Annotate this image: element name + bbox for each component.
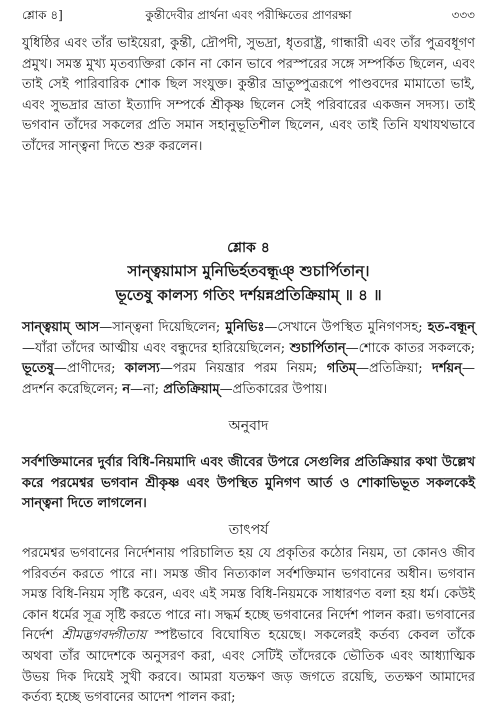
synonyms-paragraph — [22, 318, 475, 400]
synonym-word: কালস্য — [124, 361, 160, 377]
synonym-meaning: —প্রদর্শন করেছিলেন; — [22, 361, 475, 397]
intro-paragraph: যুধিষ্ঠির এবং তাঁর ভাইয়েরা, কুন্তী, দ্রৌপদী, সুভদ্রা, ধৃতরাষ্ট্র, গান্ধারী এবং তাঁর পুত্রবধূগণ প্রমুখ। সমস্ত মুখ্য মৃতব্যক্তিরা কোন না কোন ভাবে পরস্পরের সঙ্গে সম্পর্কিত ছিলেন, এবং তাই সেই পারিবারিক শোক ছিল সংযুক্ত। কুন্তীর ভ্রাতুষ্পুত্ররূপে পাণ্ডবদের মামাতো ভাই, এবং সুভদ্রার ভ্রাতা ইত্যাদি সম্পর্কে শ্রীকৃষ্ণ ছিলেন সেই পরিবারের একজন সদস্য। তাই ভগবান তাঁদের সকলের প্রতি সমান সহানুভূতিশীল ছিলেন, এবং তাই তিনি যথাযথভাবে তাঁদের সান্ত্বনা দিতে শুরু করলেন। — [22, 36, 475, 154]
synonym-meaning: —শোকে কাতর সকলকে; — [345, 340, 475, 356]
synonym-word: ন — [122, 381, 131, 397]
synonym-word: ভূতেষু — [22, 361, 54, 377]
synonym-word: সান্ত্বয়াম্ আস — [22, 320, 100, 335]
running-header — [22, 6, 475, 24]
purport-text-part-1: পরমেশ্বর ভগবানের নির্দেশনায় পরিচালিত হয় যে প্রকৃতির কঠোর নিয়ম, তা কোনও জীব পরিবর্তন করতে পারে না। সমস্ত জীব নিত্যকাল সর্বশক্তিমান ভগবানের অধীন। ভগবান সমস্ত বিধি-নিয়ম সৃষ্টি করেন, এবং এই সমস্ত বিধি-নিয়মকে সাধারণত বলা হয় ধর্ম। কেউই কোন ধর্মের সূত্র সৃষ্টি করতে পারে না। সদ্ধর্ম হচ্ছে ভগবানের নির্দেশ পালন করা। ভগবানের নির্দেশ — [22, 546, 475, 644]
synonym-meaning: —প্রাণীদের; — [53, 361, 125, 377]
purport-paragraph — [22, 544, 475, 709]
synonym-word: দর্শয়ন্ — [432, 361, 462, 377]
page-number: ৩৩৩ — [451, 8, 475, 22]
synonym-meaning: —যাঁরা তাঁদের আত্মীয় এবং বন্ধুদের হারিয়েছিলেন; — [22, 340, 290, 356]
synonym-meaning: —প্রতিক্রিয়া; — [356, 361, 433, 377]
synonym-meaning: —সান্ত্বনা দিয়েছিলেন; — [99, 320, 226, 335]
synonym-meaning: —পরম নিয়ন্ত্রার পরম নিয়ম; — [159, 361, 327, 377]
verse-line-1: সান্ত্বয়ামাস মুনিভির্হতবন্ধূঞ্ শুচার্পিতান্। — [127, 262, 370, 280]
book-title: শ্রীমদ্ভগবদ্গীতায় — [61, 628, 147, 644]
chapter-title: কুন্তীদেবীর প্রার্থনা এবং পরীক্ষিতের প্রাণরক্ষা — [145, 8, 352, 22]
synonym-word: গতিম্ — [326, 361, 357, 377]
translation-heading: অনুবাদ — [228, 418, 269, 434]
synonym-meaning: —প্রতিকারের উপায়। — [219, 381, 328, 397]
synonym-meaning: —না; — [130, 381, 164, 397]
purport-text-part-2: স্পষ্টভাবে বিঘোষিত হয়েছে। সকলেরই কর্তব্য কেবল তাঁকে অথবা তাঁর আদেশকে অনুসরণ করা, এবং সেটিই তাঁদেরকে ভৌতিক এবং আধ্যাত্মিক উভয় দিক দিয়েই সুখী করবে। আমরা যতক্ষণ জড় জগতে রয়েছি, ততক্ষণ আমাদের কর্তব্য হচ্ছে ভগবানের আদেশ পালন করা; — [22, 628, 476, 706]
purport-heading: তাৎপর্য — [228, 522, 269, 538]
synonym-word: মুনিভিঃ — [225, 320, 265, 335]
synonym-word: প্রতিক্রিয়াম্ — [163, 381, 220, 397]
synonym-word: হত-বন্ধূন্ — [427, 320, 475, 335]
verse-heading: শ্লোক ৪ — [227, 240, 270, 256]
verse-reference: শ্লোক ৪] — [22, 8, 63, 22]
verse-line-2: ভূতেষু কালস্য গতিং দর্শয়ন্নপ্রতিক্রিয়াম্ ॥ ৪ ॥ — [115, 286, 382, 304]
synonym-word: শুচার্পিতান্ — [289, 340, 346, 356]
translation-text: সর্বশক্তিমানের দুর্বার বিধি-নিয়মাদি এবং জীবের উপরে সেগুলির প্রতিক্রিয়ার কথা উল্লেখ করে পরমেশ্বর ভগবান শ্রীকৃষ্ণ এবং উপস্থিত মুনিগণ আর্ত ও শোকাভিভূত সকলকেই সান্ত্বনা দিতে লাগলেন। — [22, 455, 475, 512]
synonym-meaning: —সেখানে উপস্থিত মুনিগণসহ; — [264, 320, 428, 335]
